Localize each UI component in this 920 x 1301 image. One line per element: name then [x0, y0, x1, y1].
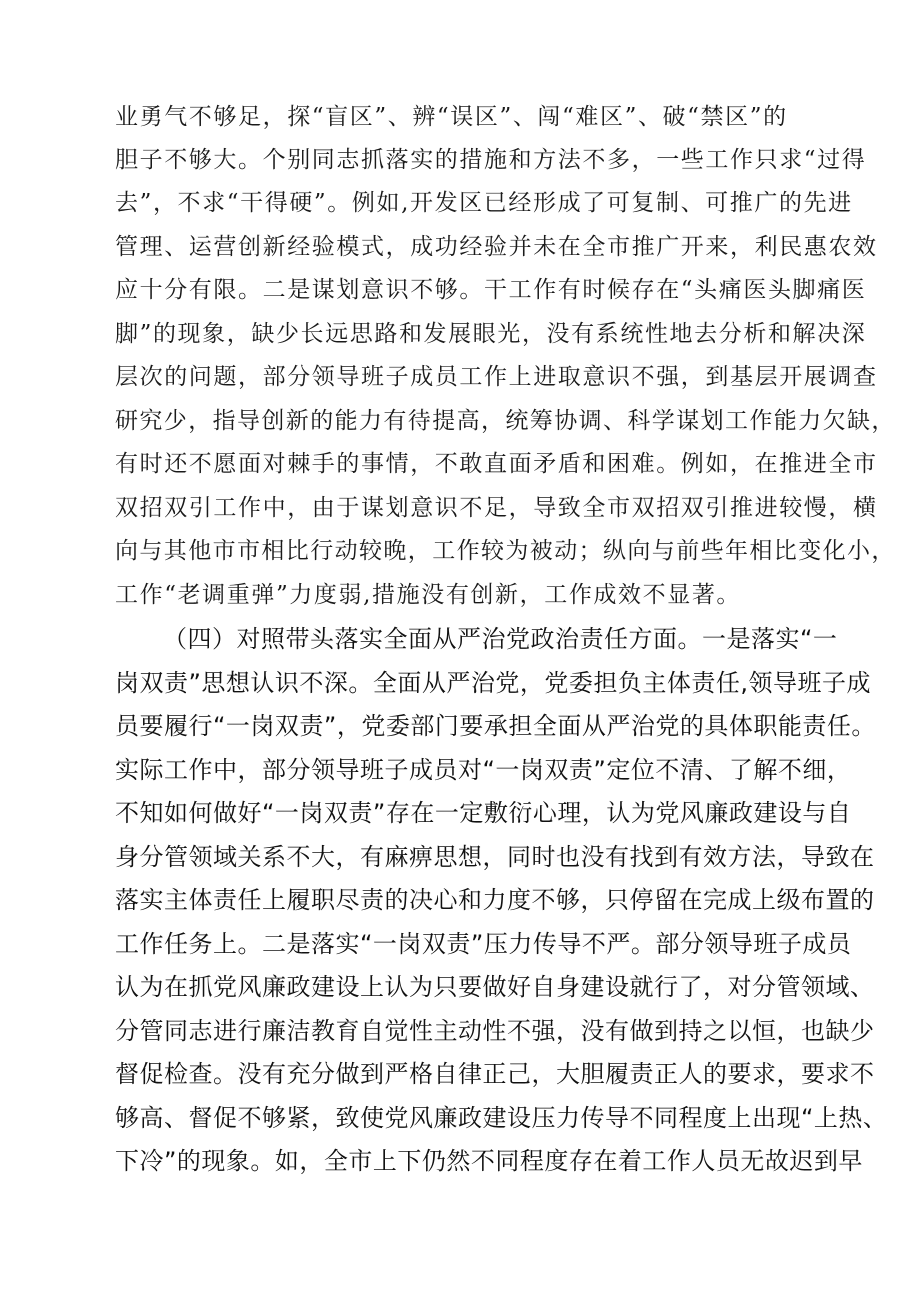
text-line: 去”，不求“干得硬”。例如,开发区已经形成了可复制、可推广的先进 [115, 190, 853, 216]
text-line: 认为在抓党风廉政建设上认为只要做好自身建设就行了，对分管领域、 [115, 973, 875, 1001]
text-line: 应十分有限。二是谋划意识不够。干工作有时候存在“头痛医头脚痛医 [115, 277, 867, 303]
text-line: 工作“老调重弹”力度弱,措施没有创新，工作成效不显著。 [115, 582, 742, 608]
text-line: 实际工作中，部分领导班子成员对“一岗双责”定位不清、了解不细， [115, 756, 852, 784]
text-line: 双招双引工作中，由于谋划意识不足，导致全市双招双引推进较慢，横 [115, 495, 878, 521]
text-line: 层次的问题，部分领导班子成员工作上进取意识不强，到基层开展调查 [115, 364, 878, 390]
text-line: 研究少，指导创新的能力有待提高，统筹协调、科学谋划工作能力欠缺， [115, 408, 896, 434]
section-heading-line: （四）对照带头落实全面从严治党政治责任方面。一是落实“一 [163, 625, 838, 653]
text-line: 有时还不愿面对棘手的事情，不敢直面矛盾和困难。例如，在推进全市 [115, 451, 878, 477]
text-line: 脚”的现象，缺少长远思路和发展眼光，没有系统性地去分析和解决深 [115, 321, 867, 347]
text-line: 督促检查。没有充分做到严格自律正己，大胆履责正人的要求，要求不 [115, 1060, 875, 1088]
text-line: 工作任务上。二是落实“一岗双责”压力传导不严。部分领导班子成员 [115, 930, 852, 958]
text-line: 分管同志进行廉洁教育自觉性主动性不强，没有做到持之以恒，也缺少 [115, 1017, 875, 1045]
text-line: 落实主体责任上履职尽责的决心和力度不够，只停留在完成上级布置的 [115, 886, 875, 914]
text-line: 胆子不够大。个别同志抓落实的措施和方法不多，一些工作只求“过得 [115, 147, 867, 173]
text-line: 够高、督促不够紧，致使党风廉政建设压力传导不同程度上出现“上热、 [115, 1104, 888, 1132]
text-line: 向与其他市市相比行动较晚，工作较为被动；纵向与前些年相比变化小， [115, 538, 896, 564]
text-line: 下冷”的现象。如，全市上下仍然不同程度存在着工作人员无故迟到早 [115, 1147, 863, 1175]
text-line: 管理、运营创新经验模式，成功经验并未在全市推广开来，利民惠农效 [115, 234, 878, 260]
text-line: 不知如何做好“一岗双责”存在一定敷衍心理，认为党风廉政建设与自 [115, 799, 852, 827]
text-line: 身分管领域关系不大，有麻痹思想，同时也没有找到有效方法，导致在 [115, 843, 875, 871]
text-line: 员要履行“一岗双责”，党委部门要承担全面从严治党的具体职能责任。 [115, 712, 876, 740]
text-line: 业勇气不够足，探“盲区”、辨“误区”、闯“难区”、破“禁区”的 [115, 104, 788, 130]
text-line: 岗双责”思想认识不深。全面从严治党，党委担负主体责任,领导班子成 [115, 669, 872, 697]
